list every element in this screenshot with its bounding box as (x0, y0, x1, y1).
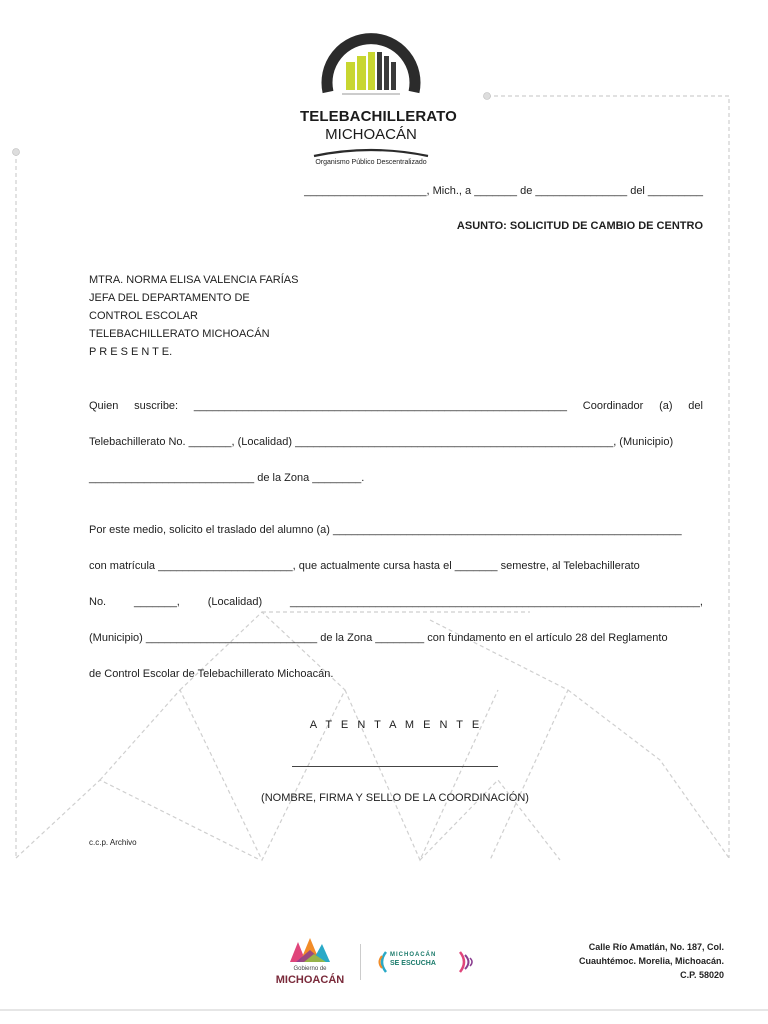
para1-line2: Telebachillerato No. _______, (Localidad) ____________________________________________________, (Municipio) (89, 436, 674, 448)
logo-org-text: Organismo Público Descentralizado (315, 159, 427, 166)
address-line1: Calle Río Amatlán, No. 187, Col. (588, 942, 724, 952)
asunto-line: ASUNTO: SOLICITUD DE CAMBIO DE CENTRO (456, 220, 703, 232)
escucha-line1: MICHOACÁN (390, 952, 437, 958)
signature-line (292, 766, 498, 767)
atentamente-heading: A T E N T A M E N T E (309, 719, 483, 731)
addressee-institution: TELEBACHILLERATO MICHOACÁN (89, 328, 270, 340)
footer-address (579, 940, 724, 982)
escucha-line2: SE ESCUCHA (390, 960, 436, 967)
presente-line: P R E S E N T E. (89, 346, 173, 358)
para2-line3 (89, 596, 703, 608)
para1-word-coordinador: Coordinador (582, 400, 644, 412)
gobierno-small-text: Gobierno de (293, 966, 327, 972)
logo-swoosh (312, 146, 430, 158)
ccp-archivo: c.c.p. Archivo (89, 838, 137, 847)
gobierno-michoacan-logo (272, 936, 348, 988)
para2-blank-localidad: ___________________________________________________________________, (290, 596, 703, 608)
para1-word-suscribe: suscribe: (134, 400, 179, 412)
address-line3: C.P. 58020 (680, 970, 724, 980)
para1-line1 (89, 400, 703, 412)
footer (0, 930, 768, 990)
date-line: ____________________, Mich., a _______ de _______________ del _________ (304, 185, 703, 197)
para1-word-quien: Quien (89, 400, 119, 412)
addressee-name: MTRA. NORMA ELISA VALENCIA FARÍAS (89, 274, 299, 286)
address-line2: Cuauhtémoc. Morelia, Michoacán. (578, 956, 724, 966)
logo-subtitle: MICHOACÁN (325, 126, 417, 143)
telebachillerato-logo (300, 28, 457, 172)
para2-line5: de Control Escolar de Telebachillerato Michoacán. (89, 668, 334, 680)
addressee-position: JEFA DEL DEPARTAMENTO DE (89, 292, 250, 304)
signature-caption: (NOMBRE, FIRMA Y SELLO DE LA COORDINACIÓN) (261, 792, 529, 804)
para1-word-a: (a) (659, 400, 673, 412)
para1-word-del: del (688, 400, 703, 412)
para2-line2: con matrícula ______________________, que actualmente cursa hasta el _______ semestre, al Telebachillerato (89, 560, 640, 572)
para2-line1: Por este medio, solicito el traslado del alumno (a) _________________________________________________________ (89, 524, 682, 536)
logo-title: TELEBACHILLERATO (300, 108, 457, 125)
gobierno-star-icon (286, 936, 334, 964)
para2-word-no: No. (89, 596, 107, 608)
para1-blank-name: _____________________________________________________________ (193, 400, 568, 412)
para2-line4: (Municipio) ____________________________ de la Zona ________ con fundamento en el artículo 28 del Reglamento (89, 632, 668, 644)
para2-word-localidad: (Localidad) (207, 596, 263, 608)
para2-blank-number: _______, (133, 596, 180, 608)
gobierno-big-text: MICHOACÁN (275, 974, 345, 986)
addressee-department: CONTROL ESCOLAR (89, 310, 199, 322)
para1-line3: ___________________________ de la Zona ________. (89, 472, 365, 484)
building-icon (320, 28, 422, 112)
footer-divider (360, 944, 361, 980)
michoacan-se-escucha-logo (376, 946, 476, 978)
